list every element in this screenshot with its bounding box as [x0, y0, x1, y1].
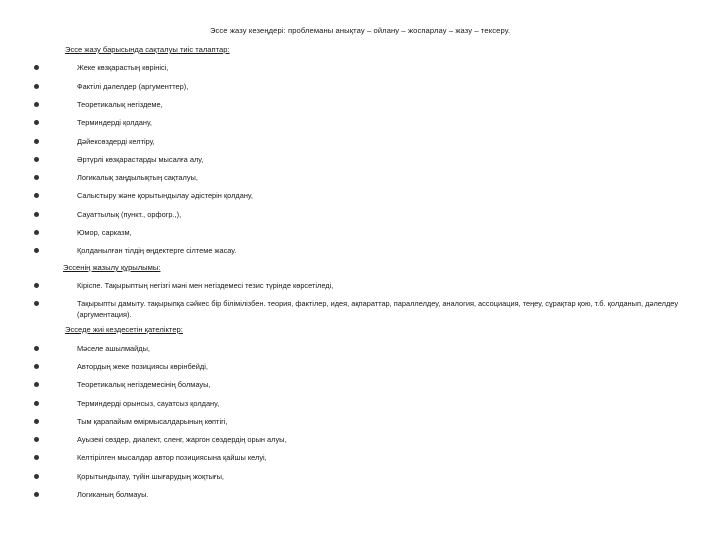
list-item: Юмор, сарказм,: [77, 228, 132, 237]
list-item: Келтірілген мысалдар автор позициясына қайшы келуі,: [77, 453, 267, 462]
list-item: Әртүрлі көзқарастарды мысалға алу,: [77, 155, 204, 164]
list-item: Қорытындылау, түйін шығарудың жоқтығы,: [77, 472, 224, 481]
list-item: Тым қарапайым өмірмысалдарының көптігі,: [77, 417, 228, 426]
bullet-icon: [34, 346, 39, 351]
list-item: Фактілі дәлелдер (аргументтер),: [77, 82, 189, 91]
list-item: Жеке көзқарастың көрінісі,: [77, 63, 169, 72]
list-item: Автордың жеке позициясы көрінбейді,: [77, 362, 208, 371]
bullet-icon: [34, 84, 39, 89]
bullet-icon: [34, 248, 39, 253]
bullet-icon: [34, 139, 39, 144]
list-item: Сауаттылық (пункт., орфогр.,),: [77, 210, 182, 219]
list-item: Мәселе ашылмайды,: [77, 344, 150, 353]
list-item: Теоретикалық негіздеме,: [77, 100, 163, 109]
bullet-icon: [34, 437, 39, 442]
list-item: Логикалық заңдылықтың сақталуы,: [77, 173, 198, 182]
bullet-icon: [34, 212, 39, 217]
bullet-icon: [34, 193, 39, 198]
bullet-icon: [34, 157, 39, 162]
list-item: Терминдерді орынсыз, сауатсыз қолдану,: [77, 399, 220, 408]
bullet-icon: [34, 455, 39, 460]
bullet-icon: [34, 401, 39, 406]
bullet-icon: [34, 283, 39, 288]
bullet-icon: [34, 175, 39, 180]
bullet-icon: [34, 102, 39, 107]
bullet-icon: [34, 382, 39, 387]
bullet-icon: [34, 120, 39, 125]
list-item: Қолданылған тілдің өңдектерге сілтеме жасау.: [77, 246, 237, 255]
list-item: Ауызекі сөздер, диалект, сленг, жаргон сөздердің орын алуы,: [77, 435, 287, 444]
bullet-icon: [34, 364, 39, 369]
list-item: Тақырыпты дамыту. тақырыпқа сәйкес бір білімілізбен. теория, фактілер, идея, ақпараттар, параллелдеу, аналогия, ассоциация, теңеу, сұрақтар қою, т.б. қолданып, дәлелдеу (аргументация).: [77, 299, 679, 319]
section-heading-requirements: Эссе жазу барысында сақталуы тиіс талаптар:: [65, 45, 230, 54]
list-item: Кіріспе. Тақырыптың негізгі мәні мен негіздемесі тезис түрінде көрсетіледі,: [77, 281, 334, 290]
list-item: Дәйексөздерді келтіру,: [77, 137, 155, 146]
section-heading-structure: Эссенің жазылу құрылымы:: [63, 263, 161, 272]
section-heading-mistakes: Эсседе жиі кездесетін қателіктер:: [65, 325, 183, 334]
bullet-icon: [34, 419, 39, 424]
bullet-icon: [34, 65, 39, 70]
bullet-icon: [34, 492, 39, 497]
list-item: Салыстыру және қорытындылау әдістерін қолдану,: [77, 191, 253, 200]
bullet-icon: [34, 474, 39, 479]
bullet-icon: [34, 230, 39, 235]
bullet-icon: [34, 301, 39, 306]
list-item: Терминдерді қолдану,: [77, 118, 152, 127]
document-title: Эссе жазу кезеңдері: проблеманы анықтау – ойлану – жоспарлау – жазу – тексеру.: [209, 26, 511, 35]
list-item: Теоретикалық негіздемесінің болмауы,: [77, 380, 211, 389]
list-item: Логиканың болмауы.: [77, 490, 149, 499]
